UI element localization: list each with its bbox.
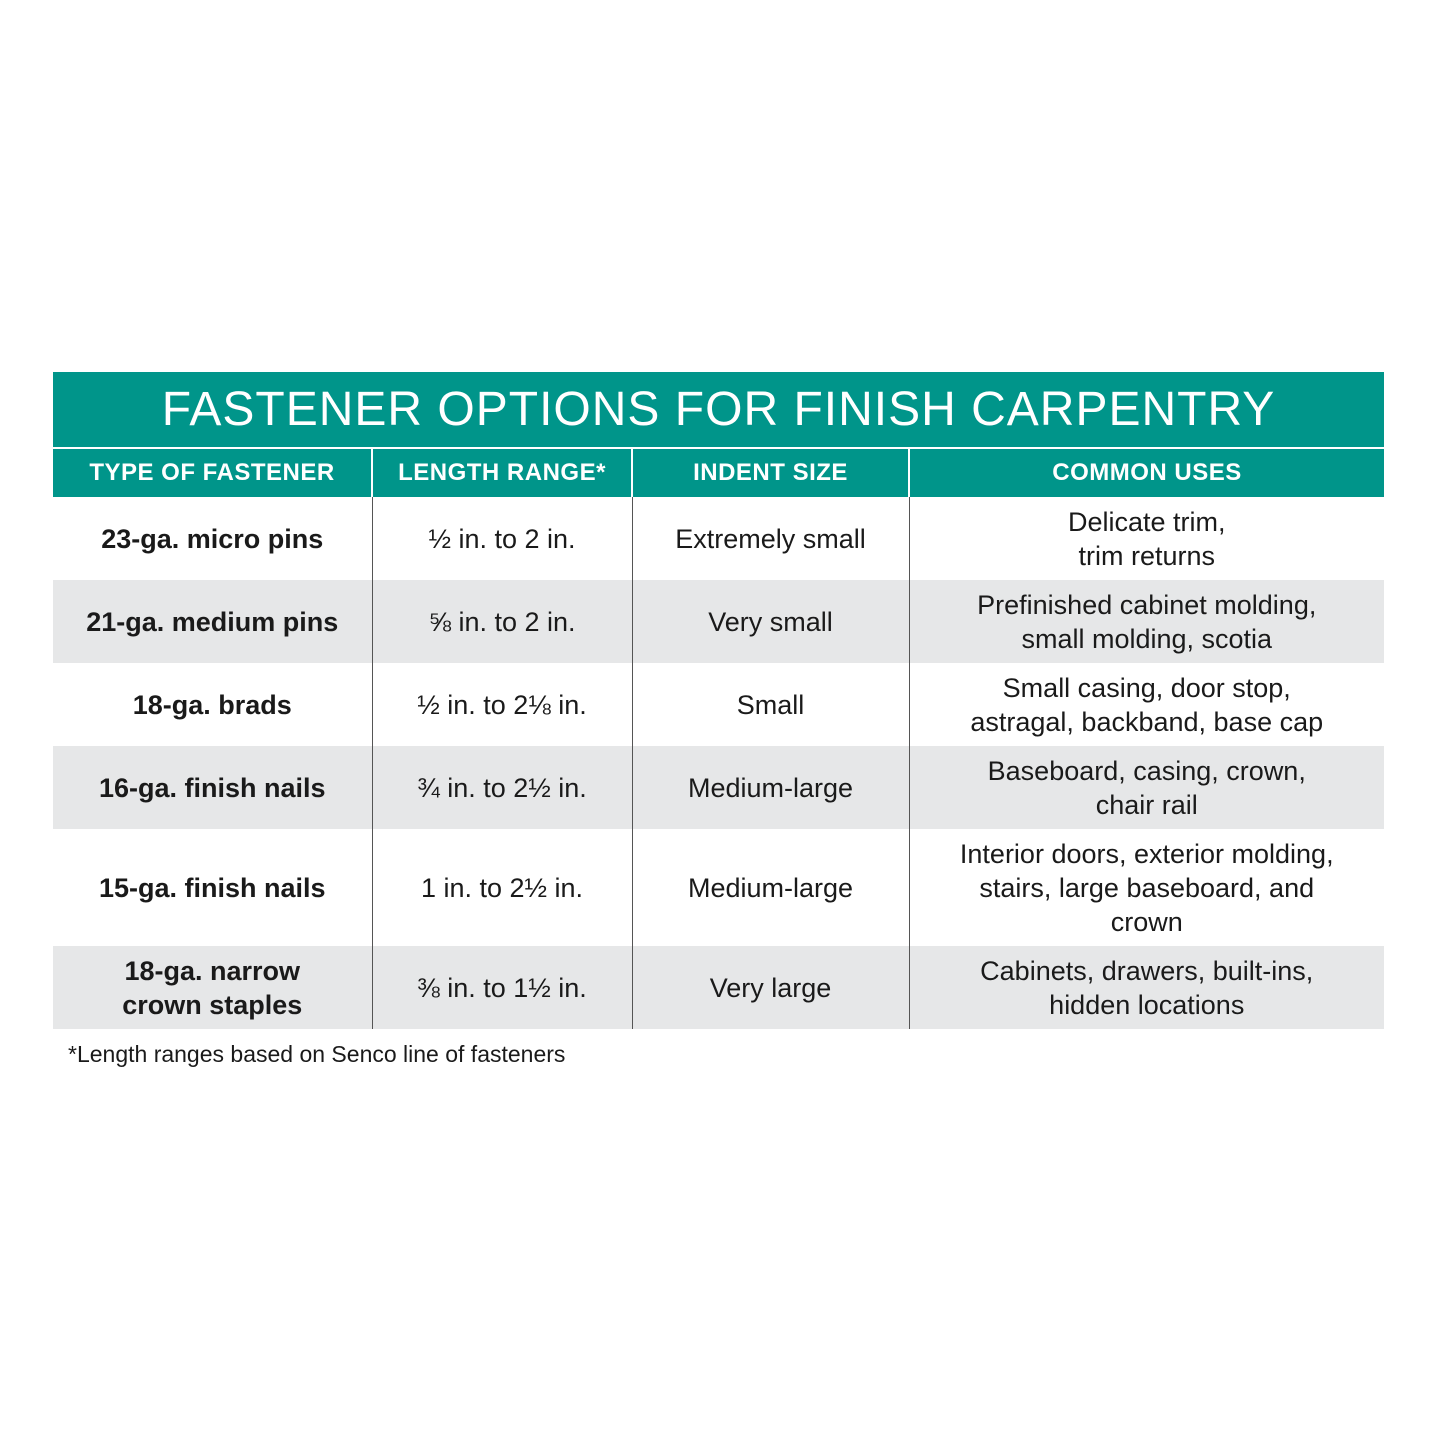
common-uses: Cabinets, drawers, built-ins, hidden locations — [909, 946, 1384, 1029]
table-row — [53, 829, 1384, 946]
table-row — [53, 663, 1384, 746]
table-title: FASTENER OPTIONS FOR FINISH CARPENTRY — [53, 372, 1384, 449]
footnote: *Length ranges based on Senco line of fasteners — [68, 1041, 566, 1067]
fastener-type: 15-ga. finish nails — [98, 872, 326, 903]
length-range: ⅝ in. to 2 in. — [372, 580, 632, 663]
indent-size: Very small — [632, 580, 909, 663]
length-range: 1 in. to 2½ in. — [372, 829, 632, 946]
fastener-type: 18-ga. brads — [132, 689, 292, 720]
fastener-type: 16-ga. finish nails — [53, 746, 372, 829]
fastener-type: 18-ga. narrow crown staples — [53, 946, 372, 1029]
indent-size: Medium-large — [632, 746, 909, 829]
indent-size: Small — [632, 663, 909, 746]
length-range: ½ in. to 2⅛ in. — [372, 663, 632, 746]
common-uses: Baseboard, casing, crown, chair rail — [909, 746, 1384, 829]
common-uses: Interior doors, exterior molding, stairs, large baseboard, and crown — [909, 829, 1384, 946]
header-uses: COMMON USES — [909, 449, 1384, 497]
fastener-type: 21-ga. medium pins — [53, 580, 372, 663]
common-uses: Delicate trim, trim returns — [909, 497, 1384, 580]
indent-size: Medium-large — [632, 829, 909, 946]
table-row — [53, 580, 1384, 663]
length-range: ⅜ in. to 1½ in. — [372, 946, 632, 1029]
header-indent: INDENT SIZE — [632, 449, 909, 497]
table-row — [53, 497, 1384, 580]
fastener-type: 23-ga. micro pins — [101, 523, 324, 554]
header-length: LENGTH RANGE* — [372, 449, 632, 497]
indent-size: Very large — [632, 946, 909, 1029]
table-row — [53, 746, 1384, 829]
table-row — [53, 946, 1384, 1029]
header-type: TYPE OF FASTENER — [53, 449, 372, 497]
common-uses: Prefinished cabinet molding, small molding, scotia — [909, 580, 1384, 663]
fastener-table — [53, 372, 1384, 1029]
header-row — [53, 449, 1384, 497]
length-range: ½ in. to 2 in. — [372, 497, 632, 580]
common-uses: Small casing, door stop, astragal, backband, base cap — [909, 663, 1384, 746]
indent-size: Extremely small — [632, 497, 909, 580]
fastener-grid — [53, 449, 1384, 1029]
length-range: ¾ in. to 2½ in. — [372, 746, 632, 829]
